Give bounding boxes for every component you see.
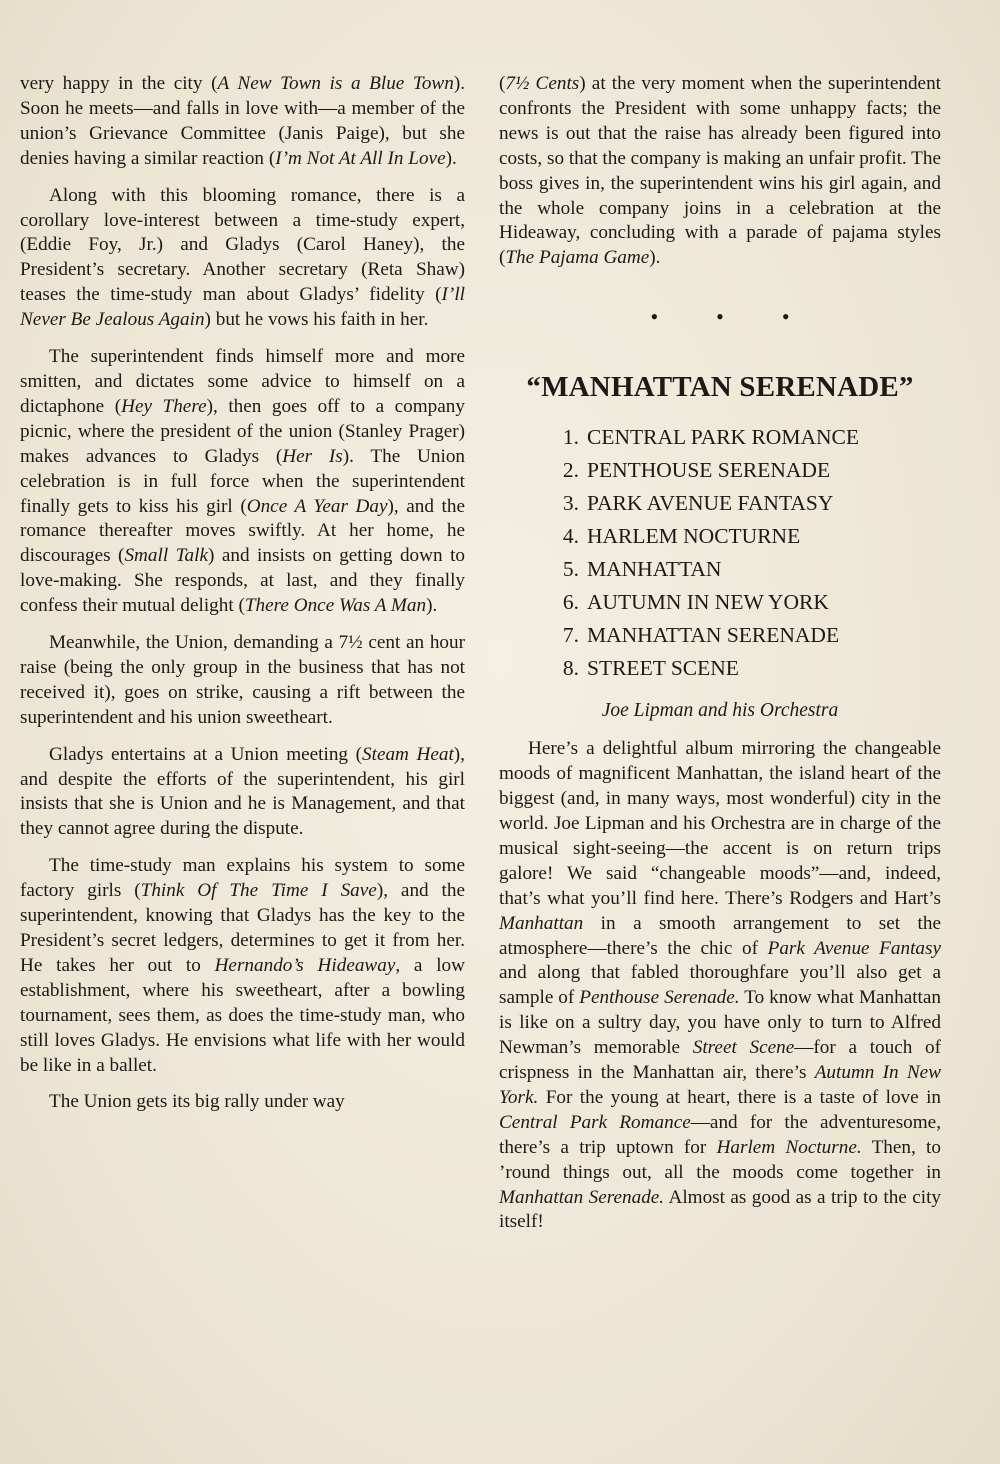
text-run: ). The Union celebration is in full force when the superintendent finally gets to kiss his girl ( — [20, 445, 466, 517]
text-run: Here’s a delightful album mirroring the changeable moods of magnificent Manhattan, the island heart of the biggest (and, in many ways, most wonderful) city in the world. Joe Lipman and his Orchestra are in charge of the musical sight-seeing—the accent is on return trips galore! We said “changeable moods”—and, indeed, that’s what you’ll find here. There’s Rodgers and Hart’s — [499, 738, 941, 909]
track-number: 7. — [562, 623, 579, 648]
italic-title: Hernando’s Hideaway — [214, 954, 396, 976]
text-run: ). — [426, 595, 438, 617]
paragraph — [20, 184, 465, 333]
track-number: 6. — [562, 590, 579, 615]
track-number: 5. — [562, 557, 579, 582]
italic-title: Think Of The Time I Save — [140, 880, 377, 902]
text-run: ), and despite the efforts of the superintendent, his girl insists that she is Union and he is Management, and that they cannot agree during the dispute. — [20, 743, 465, 840]
track-title: MANHATTAN — [587, 557, 722, 582]
paragraph — [20, 345, 465, 619]
text-run: ( — [499, 73, 506, 94]
italic-title: Park Avenue Fantasy — [767, 937, 941, 959]
text-run: ), and the romance thereafter moves swiftly. At her home, he discourages ( — [20, 495, 465, 567]
italic-title: Her Is — [282, 445, 343, 467]
italic-title: Central Park Romance — [499, 1111, 691, 1133]
text-run: Meanwhile, the Union, demanding a 7½ cent an hour raise (being the only group in the business that has not received it), goes on strike, causing a rift between the superintendent and his union sweetheart. — [20, 632, 465, 728]
track-item — [549, 619, 941, 652]
track-number: 1. — [562, 425, 579, 450]
track-item — [549, 652, 941, 685]
text-run: —for a touch of crispness in the Manhattan air, there’s — [499, 1037, 941, 1084]
italic-title: A New Town is a Blue Town — [217, 73, 454, 94]
track-number: 8. — [562, 656, 579, 681]
album-title: “MANHATTAN SERENADE” — [526, 371, 914, 404]
italic-title: The Pajama Game — [505, 247, 650, 269]
text-run: The time-study man explains his system to some factory girls ( — [20, 855, 465, 902]
italic-title: Street Scene — [692, 1037, 795, 1059]
right-column — [499, 72, 941, 1247]
text-run: ). — [649, 247, 661, 269]
italic-title: Penthouse Serenade. — [579, 987, 740, 1009]
text-run: Gladys entertains at a Union meeting ( — [49, 743, 363, 765]
paragraph — [20, 854, 465, 1078]
track-item — [549, 421, 941, 454]
paragraph — [20, 1090, 465, 1115]
italic-title: 7½ Cents — [505, 73, 580, 94]
text-run: Then, to ’round things out, all the moods come together in — [499, 1136, 941, 1183]
track-title: MANHATTAN SERENADE — [587, 623, 840, 648]
text-run: ), and the superintendent, knowing that Gladys has the key to the President’s secret ledgers, determines to get it from her. He takes her out to — [20, 880, 465, 976]
text-run: For the young at heart, there is a taste of love in — [538, 1086, 941, 1108]
track-list — [549, 421, 941, 685]
text-run: ). — [445, 147, 457, 169]
italic-title: Manhattan — [499, 912, 584, 934]
italic-title: Small Talk — [124, 545, 208, 567]
paragraph — [20, 743, 465, 843]
italic-title: Manhattan Serenade. — [499, 1186, 665, 1208]
paragraph — [20, 631, 465, 731]
italic-title: Once A Year Day — [246, 495, 388, 517]
track-title: AUTUMN IN NEW YORK — [587, 590, 829, 615]
italic-title: I’ll Never Be Jealous Again — [20, 284, 465, 331]
text-run: Along with this blooming romance, there is a corollary love-interest between a time-study expert, (Eddie Foy, Jr.) and Gladys (Carol Haney), the President’s secretary. Another secretary (Reta Shaw) teases the time-study man about Gladys’ fidelity ( — [20, 184, 465, 306]
text-run: The Union gets its big rally under way — [49, 1091, 345, 1113]
track-item — [549, 520, 941, 553]
track-title: PENTHOUSE SERENADE — [587, 458, 831, 483]
track-title: HARLEM NOCTURNE — [587, 524, 801, 549]
track-number: 4. — [562, 524, 579, 549]
text-run: ) at the very moment when the superintendent confronts the President with some unhappy facts; the news is out that the raise has already been figured into costs, so that the company is making an unfair profit. The boss gives in, the superintendent wins his girl again, and the whole company joins in a celebration at the Hideaway, concluding with a parade of pajama styles ( — [499, 73, 941, 269]
track-number: 2. — [562, 458, 579, 483]
paragraph — [20, 72, 465, 172]
italic-title: Hey There — [121, 395, 207, 417]
text-run: very happy in the city ( — [20, 73, 218, 94]
text-run: ) and insists on getting down to love-making. She responds, at last, and they finally confess their mutual delight ( — [20, 545, 466, 617]
left-column — [20, 72, 465, 1127]
text-run: Almost as good as a trip to the city itself! — [499, 1186, 941, 1233]
album-artist: Joe Lipman and his Orchestra — [601, 700, 839, 722]
text-run: The superintendent finds himself more and more smitten, and dictates some advice to himself on a dictaphone ( — [20, 346, 465, 417]
track-item — [549, 586, 941, 619]
text-run: , a low establishment, where his sweetheart, after a bowling tournament, sees them, as does the time-study man, who still loves Gladys. He envisions what life with her would be like in a ballet. — [20, 954, 465, 1076]
divider-dot: • — [650, 304, 659, 330]
italic-title: Steam Heat — [362, 743, 454, 765]
text-run: in a smooth arrangement to set the atmosphere—there’s the chic of — [499, 912, 941, 959]
text-run: ). Soon he meets—and falls in love with—a member of the union’s Grievance Committee (Janis Paige), but she denies having a similar reaction ( — [20, 73, 465, 169]
track-title: PARK AVENUE FANTASY — [587, 491, 834, 516]
track-item — [549, 553, 941, 586]
track-title: STREET SCENE — [587, 656, 739, 681]
track-title: CENTRAL PARK ROMANCE — [587, 425, 859, 450]
italic-title: I’m Not At All In Love — [275, 147, 446, 169]
divider-dot: • — [716, 304, 724, 330]
divider-dot: • — [781, 304, 790, 330]
italic-title: There Once Was A Man — [244, 595, 427, 617]
section-divider — [499, 305, 941, 329]
text-run: To know what Manhattan is like on a sultry day, you have only to turn to Alfred Newman’s memorable — [499, 987, 941, 1059]
text-run: ), then goes off to a company picnic, where the president of the union (Stanley Prager) makes advances to Gladys ( — [20, 395, 465, 467]
text-run: and along that fabled thoroughfare you’ll also get a sample of — [499, 962, 941, 1009]
track-number: 3. — [562, 491, 579, 516]
track-item — [549, 454, 941, 487]
text-run: ) but he vows his faith in her. — [204, 309, 429, 331]
italic-title: Autumn In New York. — [499, 1062, 941, 1108]
italic-title: Harlem Nocturne. — [716, 1136, 862, 1158]
paragraph — [499, 737, 941, 1235]
track-item — [549, 487, 941, 520]
text-run: —and for the adventuresome, there’s a trip uptown for — [499, 1111, 941, 1158]
paragraph — [499, 72, 941, 271]
